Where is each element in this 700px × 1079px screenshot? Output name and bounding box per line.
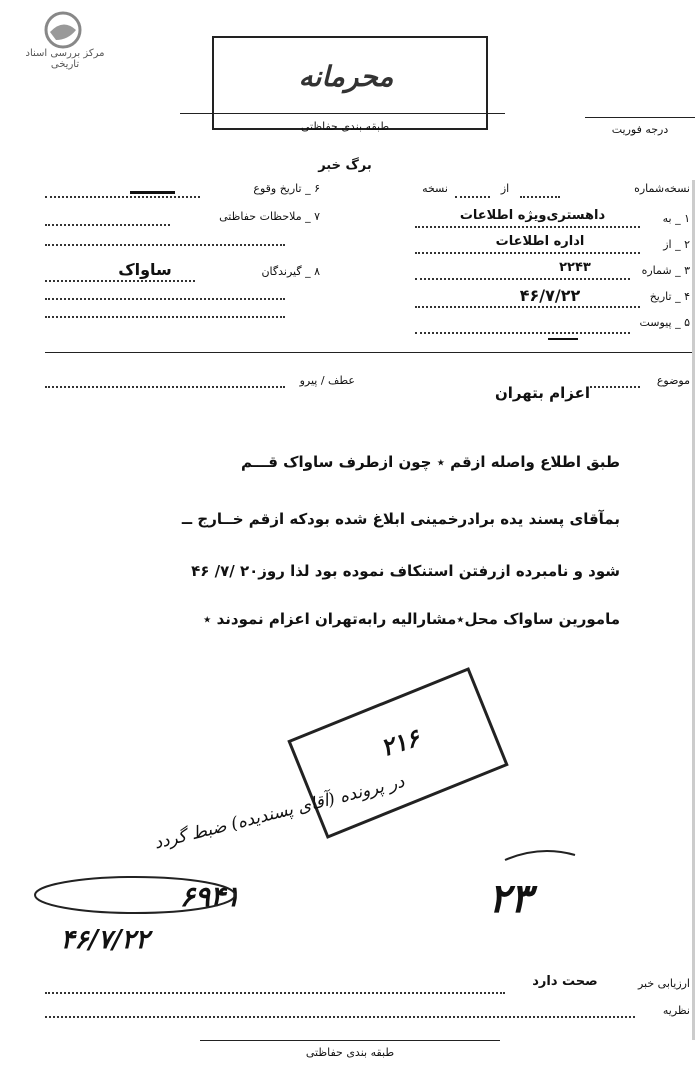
archive-logo-icon: [38, 10, 88, 50]
dash-mark: [130, 191, 175, 194]
dot-line: [415, 226, 640, 228]
field-4-label: ۴ _ تاریخ: [649, 290, 690, 303]
field-3-label: ۳ _ شماره: [641, 264, 690, 277]
dot-line: [590, 386, 640, 388]
header-separator: [45, 352, 695, 353]
field-2-value: اداره اطلاعات: [495, 234, 585, 249]
body-line-2: بمآقای پسند یده برادرخمینی ابلاغ شده بودکه ازقم خــارج ــ: [181, 510, 620, 528]
dot-line: [45, 298, 285, 300]
dot-line: [45, 280, 195, 282]
received-stamp-number: ۲۱۶: [377, 722, 423, 763]
copy-from-label: از: [500, 182, 510, 195]
archive-watermark-text: مرکز بررسی اسناد تاریخی: [25, 48, 105, 70]
handwritten-scribble: ۲۳: [488, 875, 532, 922]
dot-line: [45, 1016, 635, 1018]
handwritten-note: در پرونده (آقای پسندیده) ضبط گردد: [152, 771, 407, 854]
handwritten-date: ۴۶/۷/۲۲: [60, 925, 150, 955]
dot-line: [415, 306, 640, 308]
dot-line: [45, 316, 285, 318]
assessment-label: ارزیابی خبر: [637, 977, 690, 990]
dot-line: [415, 252, 640, 254]
dot-line: [45, 196, 200, 198]
field-5-label: ۵ _ پیوست: [639, 316, 690, 329]
field-1-label: ۱ _ به: [662, 212, 690, 225]
bottom-classification-line: [200, 1040, 500, 1041]
dot-line: [415, 278, 630, 280]
classification-top: طبقه بندی حفاظتی: [300, 120, 390, 133]
dot-line: [45, 244, 285, 246]
subject-value: اعزام بتهران: [494, 384, 590, 402]
subject-label: موضوع: [656, 374, 690, 387]
body-line-1: طبق اطلاع واصله ازقم ٭ چون ازطرف ساواک قـــم: [240, 453, 620, 471]
confidential-stamp: محرمانه: [298, 60, 394, 93]
dot-line: [415, 332, 630, 334]
signature-stroke-icon: [500, 840, 580, 870]
copy-number-label: نسخه‌شماره: [634, 182, 690, 195]
dot-line: [45, 992, 505, 994]
field-4-value: ۴۶/۷/۲۲: [519, 286, 581, 305]
dash-mark: [548, 338, 578, 340]
body-line-4: مامورین ساواک محل٭مشارالیه رابه‌تهران اعزام نمودند ٭: [203, 610, 620, 628]
page-edge: [692, 180, 695, 1040]
field-8-label: ۸ _ گیرندگان: [261, 265, 320, 278]
dot-line: [45, 386, 285, 388]
dot-line: [455, 196, 490, 198]
field-1-value: د‌اهستری‌ویژه اطلاعات: [459, 208, 606, 223]
field-3-value: ۲۲۴۳: [559, 260, 591, 275]
copy-word: نسخه: [422, 182, 448, 195]
reference-label: عطف / پیرو: [299, 374, 355, 387]
field-8-value: ساواک: [118, 260, 172, 279]
urgency-line: [585, 117, 695, 118]
body-line-3: شود و نامبرده ازرفتن استنکاف نموده بود لذا روز۲۰ /۷/ ۴۶: [191, 562, 620, 580]
classification-bottom: طبقه بندی حفاظتی: [305, 1046, 395, 1059]
form-title: برگ خبر: [318, 158, 372, 173]
field-2-label: ۲ _ از: [663, 238, 690, 251]
handwritten-file-number: ۶۹۴۱: [179, 880, 241, 913]
dot-line: [45, 224, 170, 226]
urgency-label: درجه فوریت: [611, 123, 669, 136]
opinion-label: نظریه: [662, 1004, 690, 1017]
field-7-label: ۷ _ ملاحظات حفاظتی: [219, 210, 320, 223]
assessment-value: صحت دارد: [532, 974, 598, 989]
dot-line: [520, 196, 560, 198]
field-6-label: ۶ _ تاریخ وقوع: [253, 182, 320, 195]
handwritten-oval-icon: [30, 870, 240, 920]
classification-line: [180, 113, 505, 114]
